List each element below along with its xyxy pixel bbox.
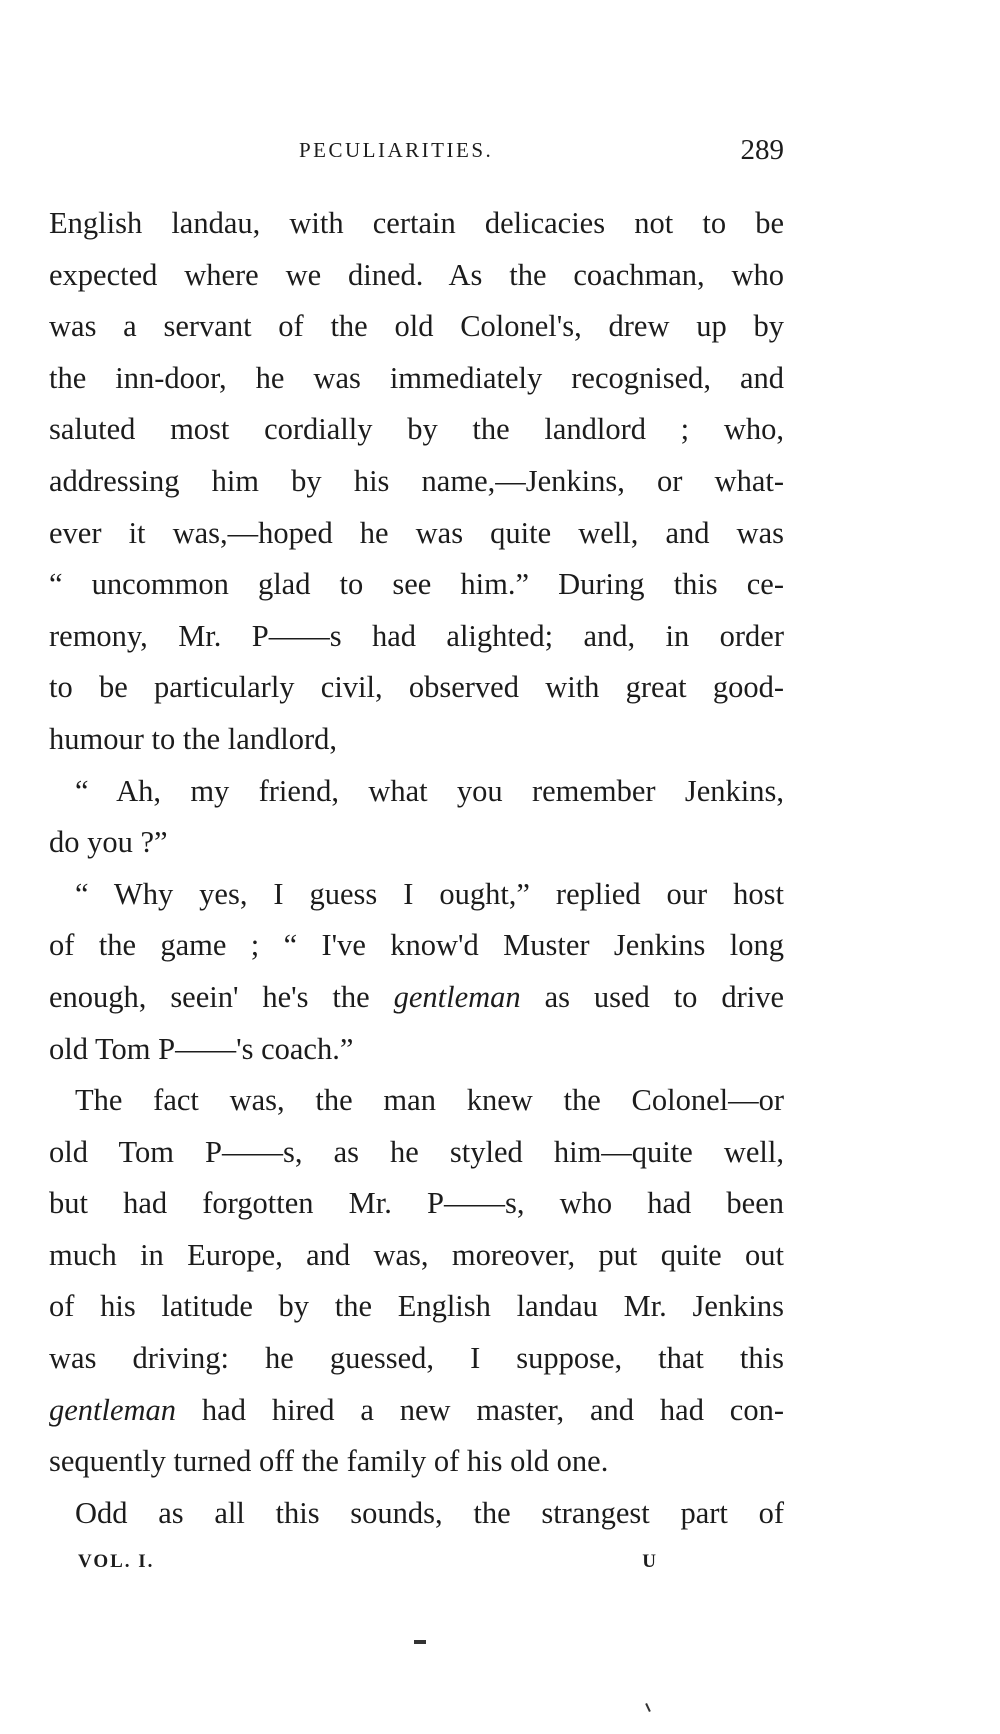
- page-number: 289: [740, 134, 784, 166]
- running-title: PECULIARITIES.: [299, 138, 494, 162]
- page-footer: [78, 1551, 658, 1581]
- text-line: the inn-door, he was immediately recognised, and: [49, 360, 784, 395]
- text-line: old Tom P——s, as he styled him—quite well,: [49, 1134, 784, 1169]
- text-line: was a servant of the old Colonel's, drew up by: [49, 309, 784, 344]
- text-line: of his latitude by the English landau Mr. Jenkins: [49, 1289, 784, 1324]
- text-line: saluted most cordially by the landlord ; who,: [49, 412, 784, 447]
- italic-word: gentleman: [393, 979, 521, 1014]
- text-line: The fact was, the man knew the Colonel—or: [75, 1083, 784, 1118]
- text-line: expected where we dined. As the coachman, who: [49, 257, 784, 292]
- text-line: was driving: he guessed, I suppose, that this: [49, 1341, 784, 1376]
- text-line: to be particularly civil, observed with great good-: [49, 670, 784, 705]
- text-line: addressing him by his name,—Jenkins, or what-: [49, 463, 784, 498]
- text-line: remony, Mr. P——s had alighted; and, in order: [49, 618, 784, 653]
- text-line: enough, seein' he's the gentleman as used to drive: [49, 979, 784, 1014]
- text-line: do you ?”: [49, 825, 168, 860]
- volume-label: VOL. I.: [78, 1551, 155, 1572]
- text-line: old Tom P——'s coach.”: [49, 1031, 354, 1066]
- italic-word: gentleman: [49, 1392, 177, 1427]
- body-text: [49, 198, 784, 1539]
- text-line: but had forgotten Mr. P——s, who had been: [49, 1186, 784, 1221]
- text-line: of the game ; “ I've know'd Muster Jenkins long: [49, 928, 784, 963]
- text-line: sequently turned off the family of his old one.: [49, 1444, 609, 1479]
- ink-speck: [414, 1640, 426, 1644]
- running-head: [49, 134, 784, 174]
- text-line: gentleman had hired a new master, and had con-: [49, 1392, 784, 1427]
- text-line: “ Ah, my friend, what you remember Jenkins,: [75, 773, 784, 808]
- signature-mark: U: [642, 1551, 658, 1572]
- text-line: English landau, with certain delicacies not to be: [49, 206, 784, 240]
- ink-speck: [645, 1703, 651, 1712]
- text-line: ever it was,—hoped he was quite well, and was: [49, 515, 784, 550]
- text-line: “ uncommon glad to see him.” During this ce-: [49, 567, 784, 602]
- text-line: Odd as all this sounds, the strangest part of: [75, 1495, 784, 1530]
- text-line: humour to the landlord,: [49, 721, 338, 756]
- text-line: “ Why yes, I guess I ought,” replied our host: [75, 876, 784, 911]
- text-line: much in Europe, and was, moreover, put quite out: [49, 1237, 784, 1272]
